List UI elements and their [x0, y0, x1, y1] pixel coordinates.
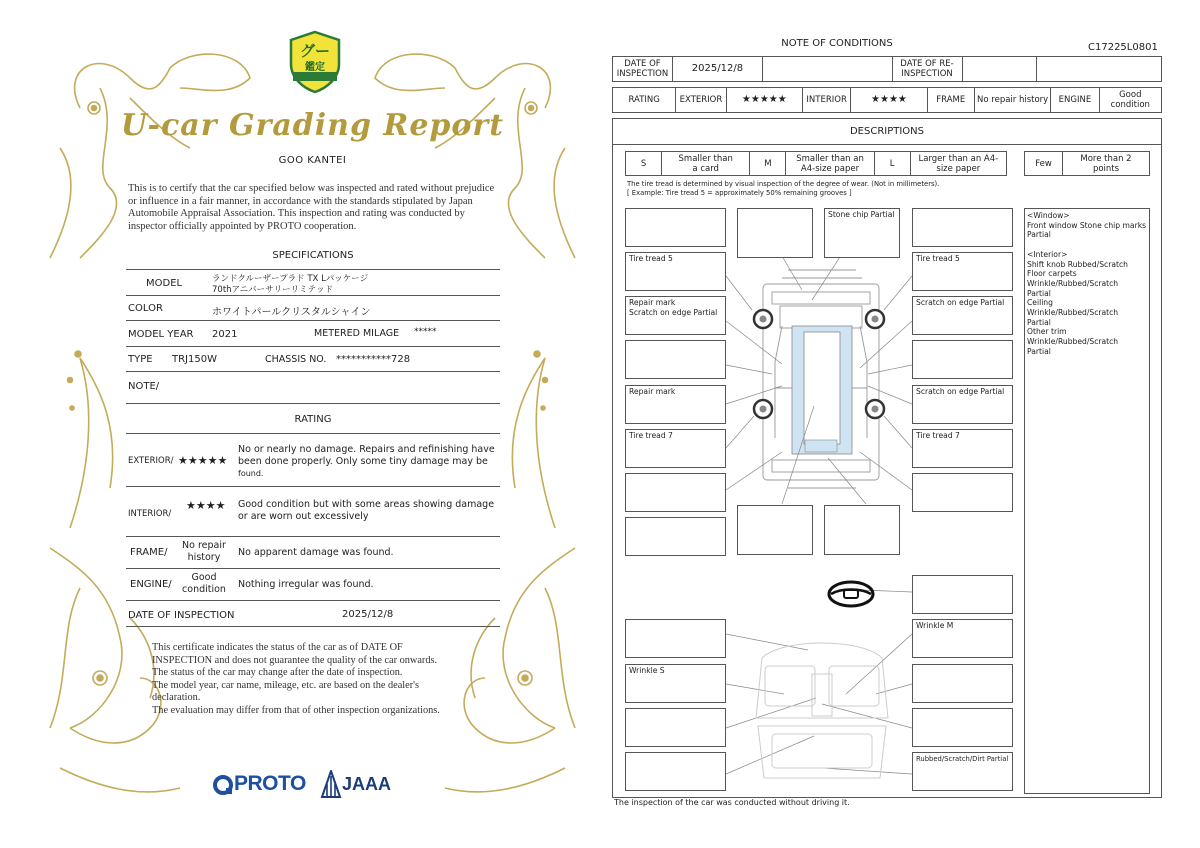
- rating-label: RATING: [613, 88, 676, 113]
- legend-s: S: [626, 152, 662, 176]
- model-year-value: 2021: [212, 329, 238, 340]
- grading-certificate: [40, 28, 585, 818]
- note-box-repair-left-front: [625, 296, 726, 335]
- note-box-scratch-right-front: Scratch on edge Partial: [912, 296, 1013, 335]
- color-label: COLOR: [128, 303, 163, 314]
- side-note-line: <Window>: [1027, 211, 1070, 220]
- blank-cell: [762, 57, 892, 82]
- note-label: NOTE/: [128, 381, 160, 392]
- note-row: [126, 372, 500, 404]
- jaaa-logo-text: JAAA: [342, 774, 392, 794]
- legend-few-desc: More than 2 points: [1063, 152, 1150, 176]
- note-box: [912, 575, 1013, 614]
- exterior-label: EXTERIOR/: [128, 456, 174, 466]
- chassis-label: CHASSIS NO.: [265, 354, 327, 365]
- note-box-wrinkle-s: Wrinkle S: [625, 664, 726, 703]
- exterior-description-2: found.: [238, 469, 264, 478]
- side-note-line: Wrinkle/Rubbed/Scratch: [1027, 337, 1119, 347]
- side-note-line: <Interior>: [1027, 249, 1068, 259]
- note-box-rubbed-scratch-dirt: Rubbed/Scratch/Dirt Partial: [912, 752, 1013, 791]
- side-note-gap: [1027, 240, 1147, 250]
- side-note-line: Other trim: [1027, 327, 1067, 337]
- engine-value: Good condition: [1099, 88, 1161, 113]
- certificate-title: U-car Grading Report: [120, 108, 505, 143]
- engine-value-1: Good: [191, 572, 217, 583]
- footer-line: The status of the car may change after the date of inspection.: [152, 667, 403, 678]
- legend-l-desc: Larger than an A4-size paper: [910, 152, 1006, 176]
- chassis-value: ***********728: [336, 354, 411, 365]
- note-box: [824, 505, 900, 555]
- exterior-stars: ★★★★★: [178, 454, 228, 467]
- type-value: TRJ150W: [172, 354, 217, 365]
- proto-icon: [212, 774, 234, 796]
- descriptions-heading: DESCRIPTIONS: [613, 119, 1161, 145]
- note-box-tire-tread-5-right: Tire tread 5: [912, 252, 1013, 291]
- engine-row: [126, 569, 500, 601]
- inspection-date-table: [612, 56, 1162, 82]
- date-of-inspection-label: DATE OF INSPECTION: [613, 57, 673, 82]
- interior-label: INTERIOR/: [128, 509, 172, 519]
- note-title: NOTE OF CONDITIONS: [781, 38, 893, 49]
- side-note-line: Wrinkle/Rubbed/Scratch: [1027, 278, 1119, 288]
- note-box: [912, 340, 1013, 379]
- size-legend-table: [625, 151, 1007, 176]
- frame-label: FRAME: [927, 88, 974, 113]
- rating-top-rule: [126, 433, 500, 434]
- blank-cell: [1037, 57, 1162, 82]
- engine-label: ENGINE/: [130, 579, 172, 590]
- note-line: Scratch on edge Partial: [629, 308, 718, 317]
- note-box: [912, 664, 1013, 703]
- frame-description: No apparent damage was found.: [238, 547, 394, 558]
- tire-tread-note: [627, 180, 939, 198]
- side-note-line: Front window Stone chip marks: [1027, 220, 1147, 230]
- note-box: [625, 752, 726, 791]
- footer-line: The model year, car name, mileage, etc. are based on the dealer's: [152, 679, 420, 691]
- color-value: ホワイトパールクリスタルシャイン: [212, 307, 371, 318]
- note-box: [912, 708, 1013, 747]
- engine-label: ENGINE: [1051, 88, 1099, 113]
- frame-value: No repair history: [974, 88, 1050, 113]
- note-code: C17225L0801: [1088, 42, 1158, 53]
- model-year-row: [126, 321, 500, 347]
- specifications-heading: SPECIFICATIONS: [272, 250, 354, 261]
- type-label: TYPE: [128, 354, 153, 365]
- few-legend-table: [1024, 151, 1150, 176]
- note-box: [912, 208, 1013, 247]
- frame-value-1: No repair: [182, 540, 226, 551]
- date-row: [126, 601, 500, 627]
- engine-description: Nothing irregular was found.: [238, 579, 374, 590]
- type-row: [126, 347, 500, 372]
- badge-text-top: グー: [299, 42, 330, 60]
- condition-side-notes: [1024, 208, 1150, 794]
- interior-row: [126, 487, 500, 537]
- blank-cell: [962, 57, 1037, 82]
- note-line: Repair mark: [629, 298, 676, 307]
- side-note-line: Floor carpets: [1027, 269, 1077, 279]
- tread-note-line: [ Example: Tire tread 5 = approximately 50% remaining grooves ]: [627, 189, 852, 197]
- footer-line: declaration.: [152, 692, 201, 703]
- sponsor-logos: [210, 770, 410, 800]
- engine-value-2: condition: [182, 584, 226, 595]
- side-note-line: Wrinkle/Rubbed/Scratch: [1027, 308, 1119, 318]
- interior-description: Good condition but with some areas showing damage or are worn out excessively: [238, 499, 495, 522]
- note-box-tire-tread-5-left: Tire tread 5: [625, 252, 726, 291]
- rating-heading: RATING: [294, 414, 332, 425]
- note-box: [912, 473, 1013, 512]
- model-year-label: MODEL YEAR: [128, 329, 194, 340]
- frame-row: [126, 537, 500, 569]
- legend-few: Few: [1025, 152, 1063, 176]
- certificate-subtitle: GOO KANTEI: [278, 155, 347, 166]
- side-note-line: Partial: [1027, 288, 1051, 298]
- note-box: [625, 340, 726, 379]
- certificate-intro: This is to certify that the car specified below was inspected and rated without prejudice or influence in a fair manner, in accordance with the standards stipulated by Japan Automobile Appraisal Association. This inspection and rating was conducted by inspector officially appointed by PROTO cooperation.: [128, 183, 495, 232]
- exterior-row: [126, 437, 500, 487]
- interior-label: INTERIOR: [803, 88, 851, 113]
- legend-m-desc: Smaller than an A4-size paper: [786, 152, 874, 176]
- jaaa-icon: [320, 770, 342, 798]
- side-note-line: Partial: [1027, 317, 1051, 327]
- note-box: [625, 473, 726, 512]
- date-label: DATE OF INSPECTION: [128, 610, 235, 621]
- interior-stars: ★★★★: [186, 499, 226, 512]
- footer-line: The evaluation may differ from that of other inspection organizations.: [152, 704, 440, 716]
- side-note-line: Shift knob Rubbed/Scratch: [1027, 259, 1128, 269]
- exterior-description: No or nearly no damage. Repairs and refinishing have been done properly. Only some tiny damage may be: [238, 444, 495, 467]
- certificate-footer: [152, 642, 482, 717]
- note-box-scratch-right-rear: Scratch on edge Partial: [912, 385, 1013, 424]
- model-row: [126, 269, 500, 296]
- footer-line: This certificate indicates the status of the car as of DATE OF: [152, 642, 403, 653]
- side-note-line: Ceiling: [1027, 298, 1053, 308]
- note-box-tire-tread-7-left: Tire tread 7: [625, 429, 726, 468]
- model-label: MODEL: [146, 278, 183, 289]
- frame-label: FRAME/: [130, 547, 168, 558]
- note-box-stone-chip: Stone chip Partial: [824, 208, 900, 258]
- color-row: [126, 296, 500, 321]
- proto-logo-text: PROTO: [234, 772, 306, 795]
- frame-value-2: history: [187, 552, 221, 563]
- note-footer: The inspection of the car was conducted without driving it.: [614, 798, 850, 807]
- note-box: [625, 708, 726, 747]
- exterior-stars: ★★★★★: [726, 88, 802, 113]
- side-note-line: Partial: [1027, 230, 1051, 240]
- note-box: [625, 619, 726, 658]
- footer-line: INSPECTION and does not guarantee the quality of the car onwards.: [152, 654, 438, 666]
- metered-value: *****: [414, 327, 437, 337]
- legend-l: L: [874, 152, 910, 176]
- badge-text-bottom: 鑑定: [305, 62, 325, 73]
- note-box-wrinkle-m: Wrinkle M: [912, 619, 1013, 658]
- model-value-2: 70thアニバーサリーリミテッド: [212, 285, 334, 295]
- legend-s-desc: Smaller than a card: [662, 152, 750, 176]
- note-box: [625, 208, 726, 247]
- date-of-inspection-value: 2025/12/8: [672, 57, 762, 82]
- side-note-line: Partial: [1027, 346, 1051, 356]
- interior-stars: ★★★★: [851, 88, 927, 113]
- rating-table: [612, 87, 1162, 113]
- note-box: [737, 208, 813, 258]
- note-box-repair-left-rear: Repair mark: [625, 385, 726, 424]
- exterior-label: EXTERIOR: [676, 88, 726, 113]
- metered-label: METERED MILAGE: [314, 328, 400, 339]
- date-of-reinspection-label: DATE OF RE-INSPECTION: [892, 57, 962, 82]
- model-value-1: ランドクルーザープラド TX Lパッケージ: [212, 274, 369, 284]
- date-value: 2025/12/8: [342, 609, 394, 620]
- legend-m: M: [750, 152, 786, 176]
- note-box: [625, 517, 726, 556]
- note-box-tire-tread-7-right: Tire tread 7: [912, 429, 1013, 468]
- tread-note-line: The tire tread is determined by visual inspection of the degree of wear. (Not in millimeters).: [627, 180, 940, 188]
- note-box: [737, 505, 813, 555]
